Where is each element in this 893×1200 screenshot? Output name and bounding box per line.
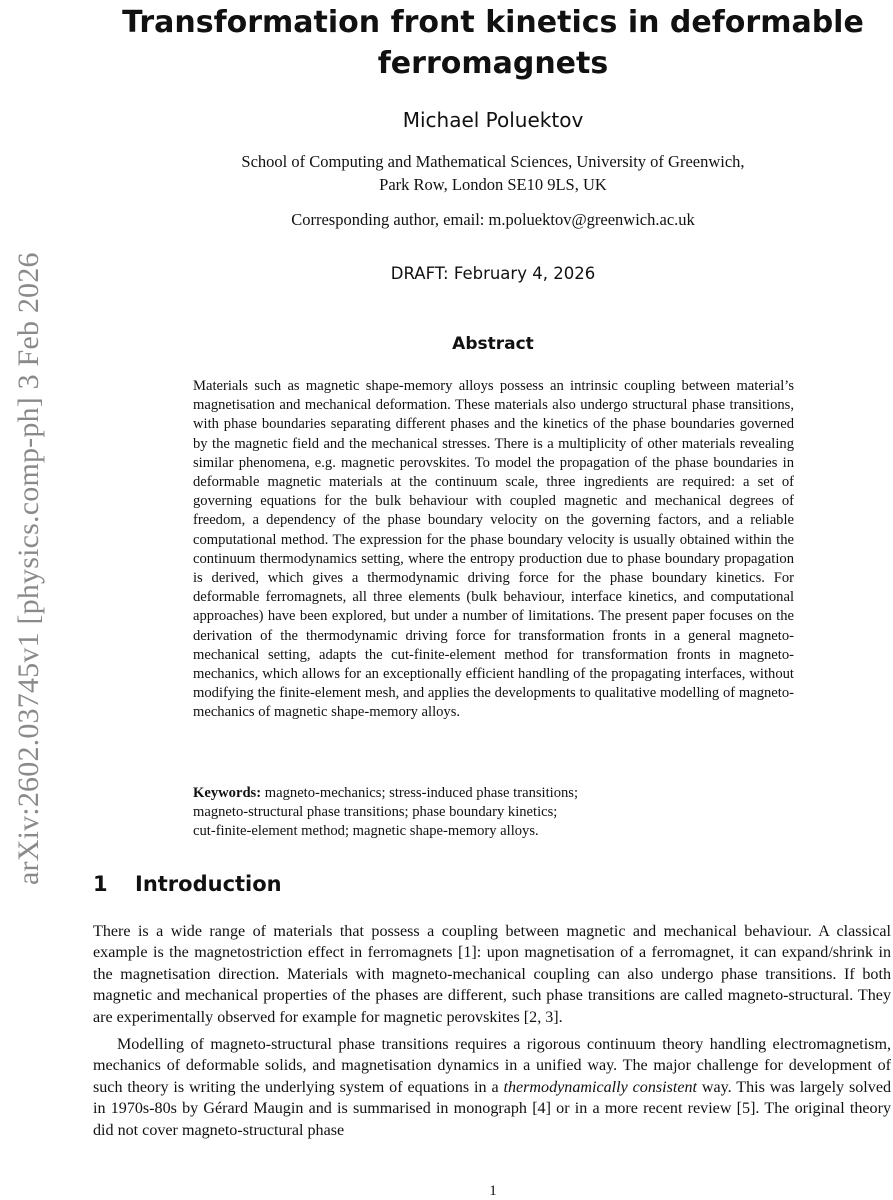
arxiv-identifier-stamp: arXiv:2602.03745v1 [physics.comp-ph] 3 Feb 2026 (12, 252, 45, 885)
intro-paragraph-1: There is a wide range of materials that possess a coupling between magnetic and mechanical behaviour. A classical example is the magnetostriction effect in ferromagnets [1]: upon magnetisation of a ferromagnet, it can expand/shrink in the magnetisation direction. Materials with magneto-mechanical coupling can also undergo phase transitions. If both magnetic and mechanical properties of the phases are different, such phase transitions are called magneto-structural. They are experimentally observed for example for magnetic perovskites [2, 3]. (93, 923, 891, 1026)
author-name: Michael Poluektov (402, 108, 584, 132)
section-heading-introduction (93, 872, 282, 896)
intro-paragraph-2 (93, 1034, 891, 1141)
keywords-line-2: magneto-structural phase transitions; phase boundary kinetics; (193, 804, 558, 821)
intro-paragraph-2-emphasis: thermodynamically consistent (503, 1078, 697, 1096)
paper-title (100, 2, 886, 84)
title-line-1: Transformation front kinetics in deformable (122, 5, 864, 40)
draft-date: DRAFT: February 4, 2026 (390, 264, 596, 283)
affiliation-line-2: Park Row, London SE10 9LS, UK (379, 175, 607, 194)
author-affiliation (100, 150, 886, 196)
abstract-text: Materials such as magnetic shape-memory alloys possess an intrinsic coupling between material’s magnetisation and mechanical deformation. These materials also undergo structural phase transitions, with phase boundaries separating different phases and the kinetics of the phase boundaries governed by the magnetic field and the mechanical stresses. There is a multiplicity of other materials revealing similar phenomena, e.g. magnetic perovskites. To model the propagation of the phase boundaries in deformable magnetic materials at the continuum scale, three ingredients are required: a set of governing equations for the bulk behaviour with coupled magnetic and mechanical degrees of freedom, a dependency of the phase boundary velocity on the governing factors, and a reliable computational method. The expression for the phase boundary velocity is usually obtained within the continuum thermodynamics setting, where the entropy production due to phase boundary propagation is derived, which gives a thermodynamic driving force for the phase boundary kinetics. For deformable ferromagnets, all three elements (bulk behaviour, interface kinetics, and computational approaches) have been explored, but under a number of limitations. The present paper focuses on the derivation of the thermodynamic driving force for transformation fronts in a general magneto-mechanical setting, adapts the cut-finite-element method for transformation fronts in magneto-mechanics, which allows for an exceptionally efficient handling of the propagating interfaces, without modifying the finite-element mesh, and applies the developments to qualitative modelling of magneto-mechanics of magnetic shape-memory alloys. (193, 378, 794, 721)
intro-paragraph-2-part-1: Modelling of magneto-structural phase transitions requires a rigorous continuum theory handling electromagnetism, mechanics of deformable solids, and magnetisation dynamics in a unified way. The major challenge for development of such theory is writing the underlying system of equations in a (93, 1036, 891, 1096)
keywords-label: Keywords: (193, 785, 262, 801)
title-line-2: ferromagnets (377, 46, 609, 81)
keywords-line-1: magneto-mechanics; stress-induced phase transitions; (264, 785, 579, 801)
keywords-line-3: cut-finite-element method; magnetic shape-memory alloys. (193, 823, 539, 840)
corresponding-author: Corresponding author, email: m.poluektov@greenwich.ac.uk (291, 210, 695, 229)
affiliation-line-1: School of Computing and Mathematical Sciences, University of Greenwich, (241, 152, 745, 171)
page-number: 1 (489, 1183, 497, 1199)
intro-paragraph-2-part-2: way. This was largely solved in 1970s-80s by Gérard Maugin and is summarised in monograph [4] or in a more recent review [5]. The original theory did not cover magneto-structural phase (93, 1078, 892, 1139)
section-title: Introduction (135, 872, 282, 896)
section-number: 1 (93, 872, 108, 896)
keywords (193, 784, 794, 842)
abstract-heading: Abstract (452, 334, 534, 354)
